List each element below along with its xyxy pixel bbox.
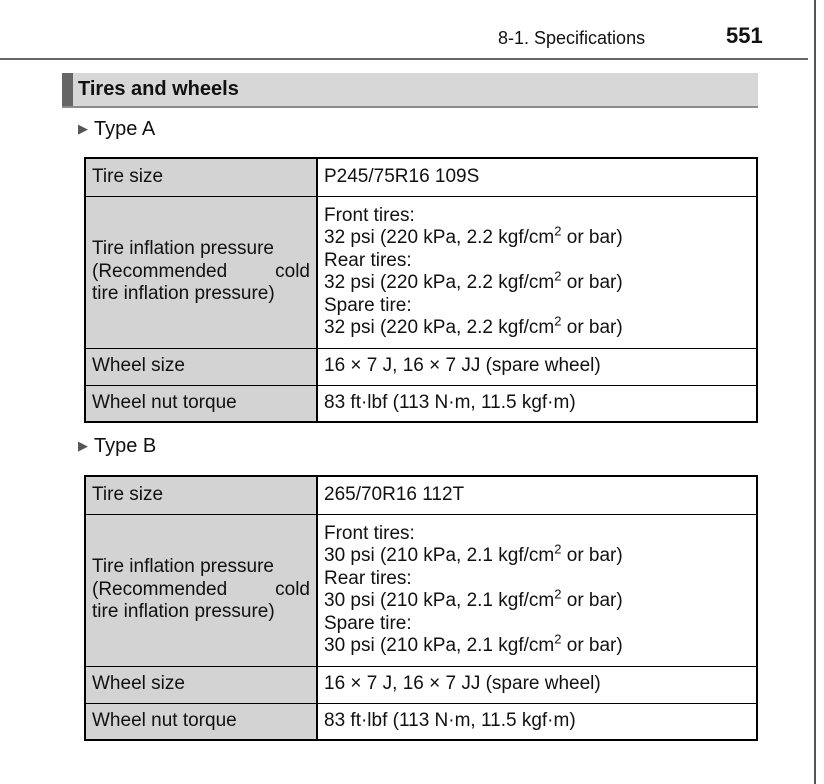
pressure-label-word: cold: [275, 260, 310, 282]
header-divider: [0, 58, 808, 60]
pressure-value: [317, 196, 757, 348]
front-tires-label: Front tires:: [324, 522, 415, 544]
pressure-label-word: (Recommended: [92, 578, 228, 600]
wheel-size-value: 16 × 7 J, 16 × 7 JJ (spare wheel): [317, 666, 757, 703]
pressure-label-line: tire inflation pressure): [92, 283, 275, 305]
tire-size-value: P245/75R16 109S: [317, 158, 757, 196]
rear-tires-label: Rear tires:: [324, 249, 412, 271]
pressure-unit: or bar): [561, 227, 623, 248]
superscript: 2: [554, 541, 562, 557]
type-a-heading-text: Type A: [94, 118, 156, 140]
pressure-text: 32 psi (220 kPa, 2.2 kgf/cm: [324, 272, 555, 293]
pressure-label-line: tire inflation pressure): [92, 601, 275, 623]
wheel-size-value: 16 × 7 J, 16 × 7 JJ (spare wheel): [317, 348, 757, 385]
rear-tires-value: [324, 586, 750, 613]
type-a-table: [84, 157, 758, 423]
table-row: [85, 348, 757, 385]
spare-tire-value: [324, 313, 750, 340]
superscript: 2: [554, 223, 562, 239]
pressure-unit: or bar): [561, 317, 623, 338]
superscript: 2: [554, 631, 562, 647]
pressure-unit: or bar): [561, 545, 623, 566]
pressure-unit: or bar): [561, 590, 623, 611]
wheel-nut-torque-value: 83 ft·lbf (113 N·m, 11.5 kgf·m): [317, 703, 757, 740]
rear-tires-value: [324, 268, 750, 295]
table-row: [85, 158, 757, 196]
pressure-label-word: (Recommended: [92, 260, 228, 282]
spare-tire-label: Spare tire:: [324, 612, 412, 634]
pressure-label-word: cold: [275, 578, 310, 600]
pressure-label-line: Tire inflation pressure: [92, 556, 274, 578]
superscript: 2: [554, 586, 562, 602]
pressure-text: 32 psi (220 kPa, 2.2 kgf/cm: [324, 227, 555, 248]
pressure-label-line: Tire inflation pressure: [92, 238, 274, 260]
type-a-heading: [78, 118, 155, 141]
pressure-label: [85, 514, 317, 666]
spare-tire-value: [324, 631, 750, 658]
rear-tires-label: Rear tires:: [324, 567, 412, 589]
triangle-bullet-icon: ▶: [78, 438, 88, 453]
pressure-text: 32 psi (220 kPa, 2.2 kgf/cm: [324, 317, 555, 338]
page-edge: [814, 0, 816, 784]
pressure-label: [85, 196, 317, 348]
wheel-nut-torque-label: Wheel nut torque: [85, 703, 317, 740]
table-row: [85, 514, 757, 666]
tire-size-label: Tire size: [85, 158, 317, 196]
wheel-nut-torque-value: 83 ft·lbf (113 N·m, 11.5 kgf·m): [317, 385, 757, 422]
front-tires-label: Front tires:: [324, 204, 415, 226]
type-b-table: [84, 475, 758, 741]
table-row: [85, 385, 757, 422]
pressure-text: 30 psi (210 kPa, 2.1 kgf/cm: [324, 545, 555, 566]
tire-size-label: Tire size: [85, 476, 317, 514]
section-title: Tires and wheels: [78, 78, 239, 100]
pressure-label-line: [92, 579, 310, 602]
tire-size-value: 265/70R16 112T: [317, 476, 757, 514]
title-accent: [62, 73, 73, 106]
pressure-unit: or bar): [561, 272, 623, 293]
table-row: [85, 666, 757, 703]
superscript: 2: [554, 268, 562, 284]
wheel-nut-torque-label: Wheel nut torque: [85, 385, 317, 422]
wheel-size-label: Wheel size: [85, 666, 317, 703]
page-number: 551: [726, 23, 763, 48]
front-tires-value: [324, 541, 750, 568]
wheel-size-label: Wheel size: [85, 348, 317, 385]
pressure-label-line: [92, 261, 310, 284]
type-b-heading: [78, 435, 156, 458]
triangle-bullet-icon: ▶: [78, 121, 88, 136]
section-title-bar: [62, 73, 758, 108]
front-tires-value: [324, 223, 750, 250]
superscript: 2: [554, 313, 562, 329]
pressure-value: [317, 514, 757, 666]
pressure-text: 30 psi (210 kPa, 2.1 kgf/cm: [324, 635, 555, 656]
pressure-text: 30 psi (210 kPa, 2.1 kgf/cm: [324, 590, 555, 611]
section-label: 8-1. Specifications: [498, 28, 646, 48]
spare-tire-label: Spare tire:: [324, 294, 412, 316]
table-row: [85, 476, 757, 514]
table-row: [85, 703, 757, 740]
type-b-heading-text: Type B: [94, 435, 157, 457]
table-row: [85, 196, 757, 348]
pressure-unit: or bar): [561, 635, 623, 656]
